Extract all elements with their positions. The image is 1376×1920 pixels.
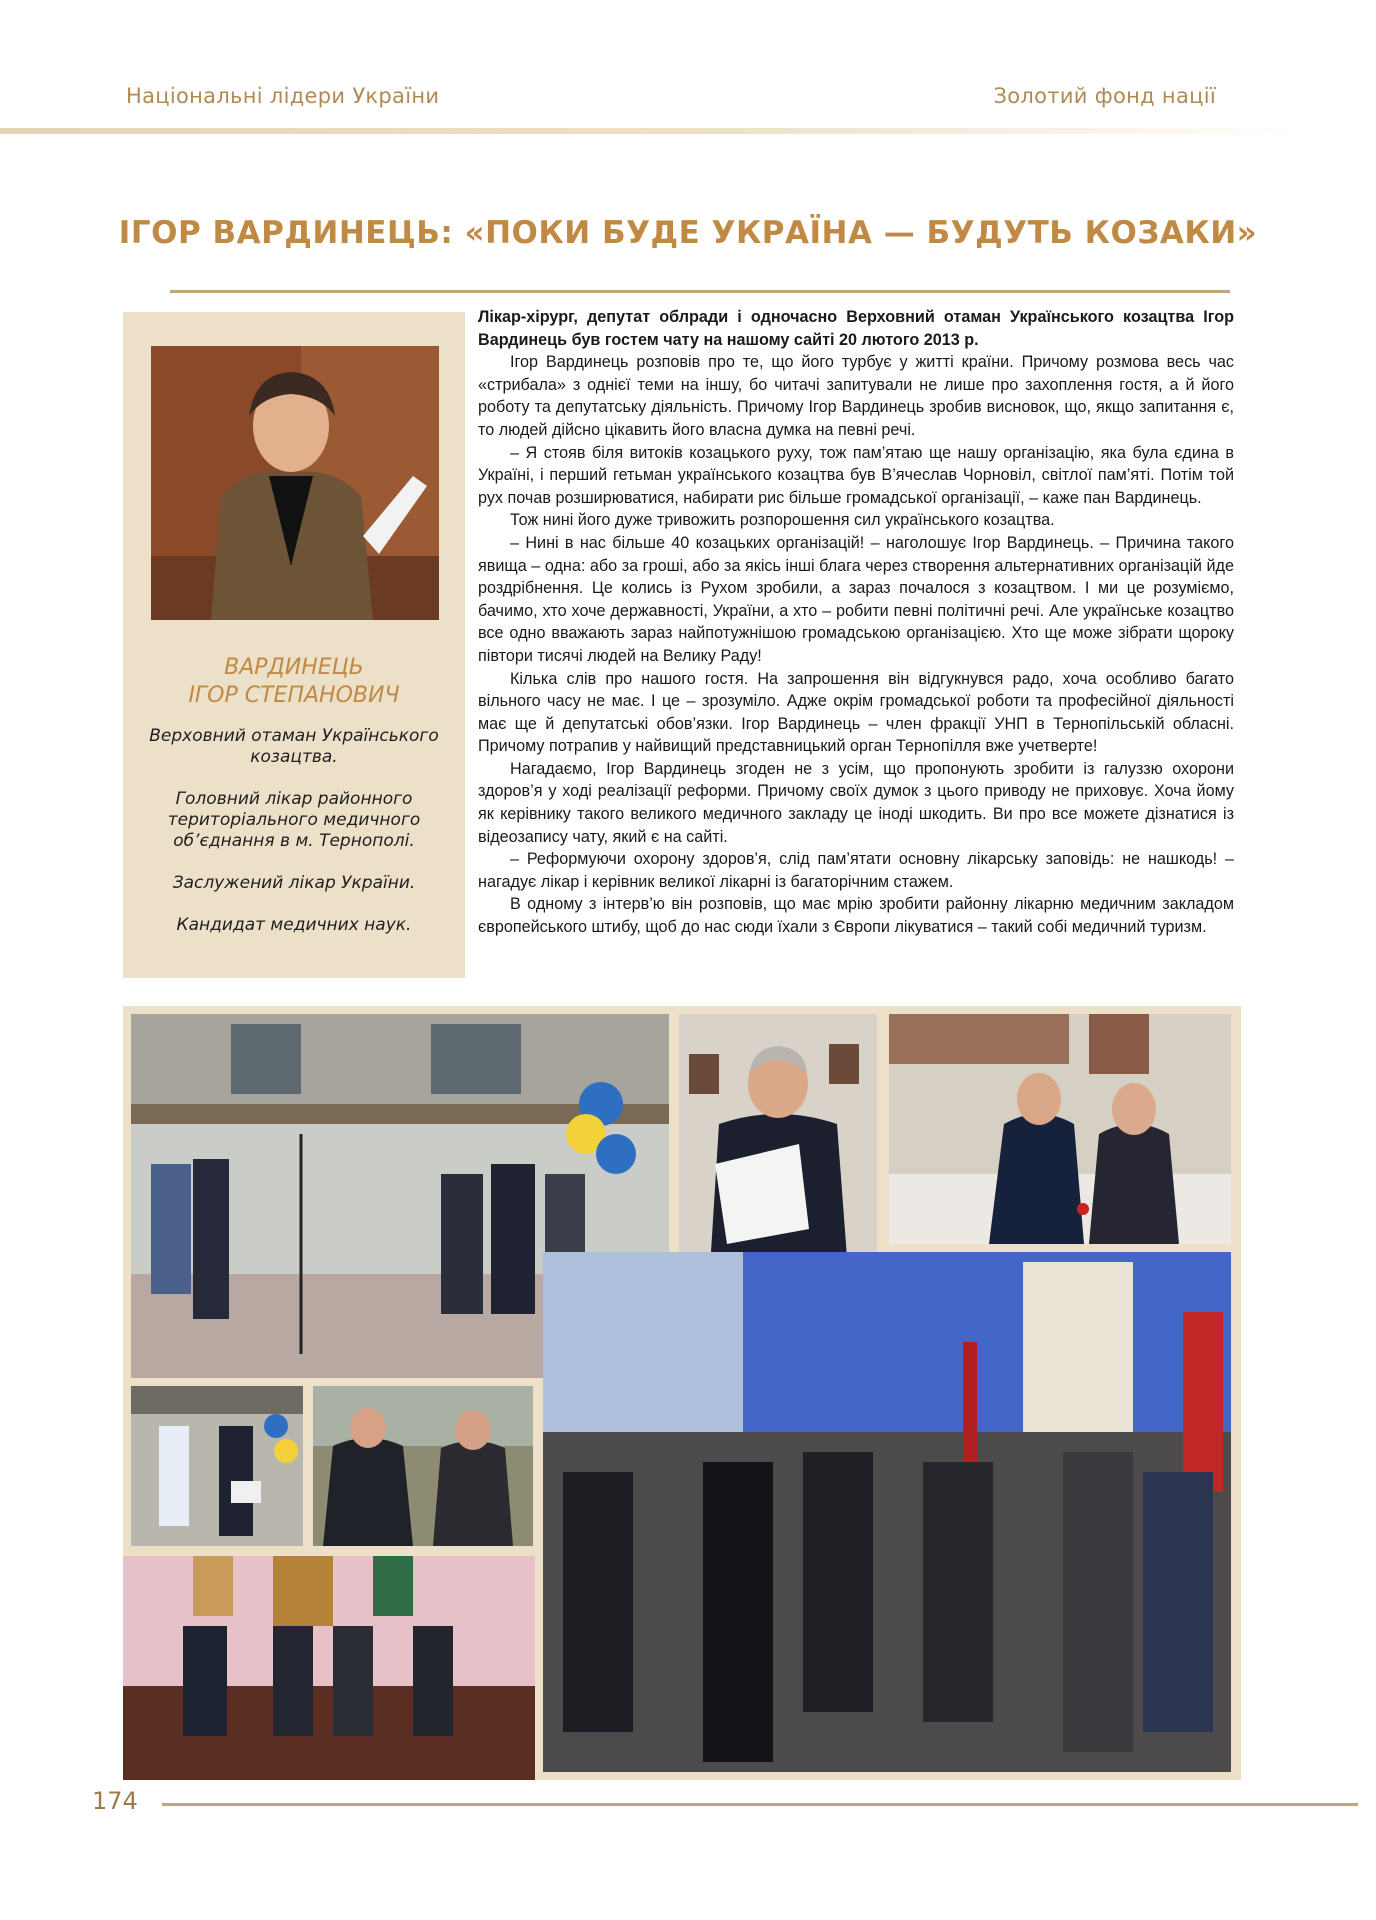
article-paragraph: Тож нині його дуже тривожить розпорошення сил українського козацтва. [510, 511, 1055, 530]
footer-rule [162, 1803, 1358, 1806]
article-paragraph: Нагадаємо, Ігор Вардинець згоден не з усім, що пропонують зробити із галуззю охорони здоров’я у ході реалізації реформи. Причому своїх думок з цього приводу не приховує. Хоча йому як керівнику такого великого медичного закладу це іноді шкодить. Ви про все можете дізнатися із відеозапису чату, який є на сайті. [478, 759, 1234, 846]
photo-handshake-image [313, 1386, 533, 1546]
profile-given-names: ІГОР СТЕПАНОВИЧ [188, 683, 400, 708]
article-body [478, 306, 1234, 939]
article-paragraph: – Нині в нас більше 40 козацьких організацій! – наголошує Ігор Вардинець. – Причина такого явища – одна: або за гроші, або за якісь інші блага через створення альтернативних організацій йде роздрібнення. Це колись із Рухом зробили, а зараз почалося з козацтвом. І ми це розуміємо, бачимо, хто хоче державності, України, а хто – робити певні політичні речі. Але українське козацтво все одно вважають зараз найпотужнішою громадською організацією. Хто ще може зібрати щороку півтори тисячі людей на Велику Раду! [478, 533, 1234, 665]
photo-officials-at-table-image [889, 1014, 1231, 1244]
running-header-right: Золотий фонд нації [993, 84, 1216, 108]
article-paragraph: В одному з інтерв’ю він розповів, що має мрію зробити районну лікарню медичним закладом європейського штибу, щоб до нас сюди їхали з Європи лікуватися – такий собі медичний туризм. [478, 895, 1234, 937]
page-number: 174 [92, 1787, 138, 1815]
headline-rule [170, 290, 1230, 293]
header-rule [0, 128, 1300, 134]
running-header-left: Національні лідери України [126, 84, 440, 108]
photo-award-presentation-image [131, 1386, 303, 1546]
article-paragraph: – Реформуючи охорону здоров’я, слід пам’ятати основну лікарську заповідь: не нашкодь! – нагадує лікар і керівник великої лікарні із багаторічним стажем. [478, 850, 1234, 891]
photo-procession-cathedral [543, 1252, 1231, 1772]
profile-sidebar [123, 312, 465, 978]
photo-award-presentation [131, 1386, 303, 1546]
photo-hall-meeting [123, 1556, 535, 1780]
portrait-photo-image [151, 346, 439, 620]
article-paragraph: Ігор Вардинець розповів про те, що його турбує у житті країни. Причому розмова весь час «стрибала» з однієї теми на іншу, бо читачі запитували не лише про захоплення гостя, а й його роботу та депутатську діяльність. Причому Ігор Вардинець зробив висновок, що, якщо запитання є, то людей дійсно цікавить його власна думка на певні речі. [478, 353, 1234, 439]
profile-info-honor: Заслужений лікар України. [172, 873, 416, 893]
article-paragraph: – Я стояв біля витоків козацького руху, тож пам’ятаю ще нашу організацію, яка була єдина в Україні, і перший гетьман українського козацтва був В’ячеслав Чорновіл, світлої пам’яті. Потім той рух почав розширюватися, набирати рис більше громадської організації, – каже пан Вардинець. [478, 443, 1234, 507]
profile-info-position: Головний лікар районного територіального медичного об’єднання в м. Тернополі. [167, 789, 421, 851]
photo-collage [123, 1006, 1241, 1780]
profile-info-title: Верховний отаман Українського козацтва. [149, 726, 439, 767]
article-lead: Лікар-хірург, депутат облради і одночасно Верховний отаман Українського козацтва Ігор Вардинець був гостем чату на нашому сайті 20 лютого 2013 р. [478, 308, 1234, 349]
profile-surname: ВАРДИНЕЦЬ [224, 655, 364, 680]
photo-procession-cathedral-image [543, 1252, 1231, 1772]
photo-man-with-document-image [679, 1014, 877, 1284]
profile-info-degree: Кандидат медичних наук. [176, 915, 412, 935]
article-headline: ІГОР ВАРДИНЕЦЬ: «ПОКИ БУДЕ УКРАЇНА — БУДУТЬ КОЗАКИ» [118, 215, 1258, 251]
photo-hall-meeting-image [123, 1556, 535, 1780]
portrait-photo [151, 346, 439, 620]
article-paragraph: Кілька слів про нашого гостя. На запрошення він відгукнувся радо, хоча особливо багато вільного часу не має. І це – зрозуміло. Адже окрім громадської роботи та професійної діяльності має ще й депутатські обов’язки. Ігор Вардинець – член фракції УНП в Тернопільській обласні. Причому потрапив у найвищий представницький орган Тернопілля вже учетверте! [478, 669, 1234, 756]
photo-officials-at-table [889, 1014, 1231, 1244]
profile-info [145, 726, 443, 957]
photo-man-with-document [679, 1014, 877, 1284]
profile-name [123, 654, 465, 710]
photo-handshake [313, 1386, 533, 1546]
